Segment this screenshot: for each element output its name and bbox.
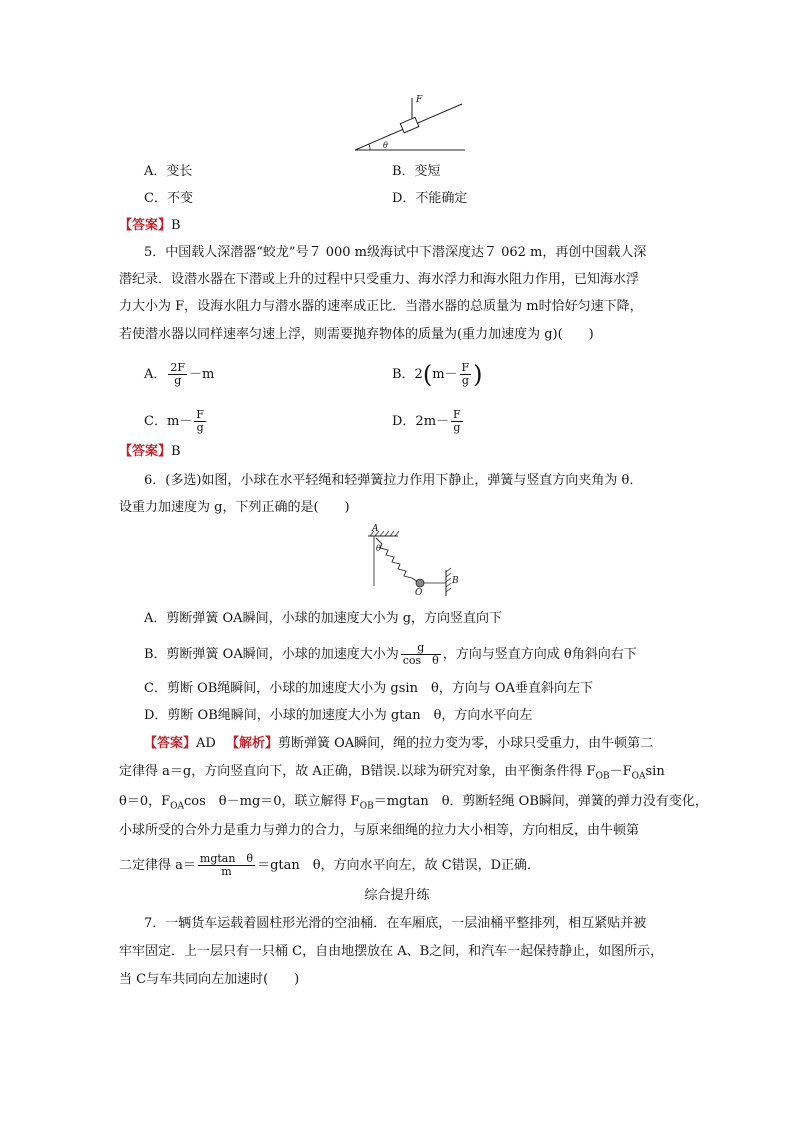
q7-line-1: 7．一辆货车运载着圆柱形光滑的空油桶．在车厢底，一层油桶平整排列，相互紧贴并被 — [144, 916, 647, 931]
q6-answer-line — [144, 734, 653, 754]
q4-option-a: A．变长 — [144, 164, 193, 179]
answer-tag: 【答案】 — [119, 444, 172, 459]
q5-option-c: C．m－ $\frac{F}{g}$ — [144, 408, 204, 434]
spring-coil — [376, 538, 418, 582]
q4-option-d: D．不能确定 — [392, 191, 468, 206]
ball — [416, 579, 424, 587]
q6-option-c: C．剪断 OB绳瞬间，小球的加速度大小为 gsin θ，方向与 OA垂直斜向左下 — [144, 681, 593, 696]
incline-figure — [350, 92, 470, 154]
analysis-tag: 【解析】 — [225, 736, 278, 751]
q6-analysis-line-4: 小球所受的合外力是重力与弹力的合力，与原来细绳的拉力大小相等，方向相反，由牛顿第 — [119, 823, 640, 838]
q5-line-1: 5．中国载人深潜器“蛟龙”号７ 000 m级海试中下潜深度达７ 062 m，再创中国载人深 — [144, 245, 647, 260]
analysis-text: 剪断弹簧 OA瞬间，绳的拉力变为零，小球只受重力，由牛顿第二 — [277, 736, 654, 751]
label-o: O — [415, 588, 423, 598]
q6-analysis-line-5: 二定律得 a＝ $\frac{\text{mgtan θ}}{m}$ ＝gtan θ，方向水平向左，故 C错误，D正确． — [119, 852, 541, 878]
incline-block — [400, 117, 419, 132]
answer-value: B — [171, 444, 181, 459]
q6-option-d: D．剪断 OB绳瞬间，小球的加速度大小为 gtan θ，方向水平向左 — [144, 708, 533, 723]
q6-option-b: B．剪断弹簧 OA瞬间，小球的加速度大小为 $\frac{g}{\text{cos θ}}$ ，方向与竖直方向成 θ角斜向右下 — [144, 641, 637, 667]
q5-option-a: A． $\frac{2F}{g}$ －m — [144, 361, 215, 387]
q5-option-d: D．2m－ $\frac{F}{g}$ — [392, 408, 461, 434]
q6-line-2: 设重力加速度为 g，下列正确的是( ) — [119, 500, 350, 515]
q5-line-4: 若使潜水器以同样速率匀速上浮，则需要抛弃物体的质量为(重力加速度为 g)( ) — [119, 327, 594, 342]
q5-line-2: 潜纪录．设潜水器在下潜或上升的过程中只受重力、海水浮力和海水阻力作用，已知海水浮 — [119, 272, 640, 287]
answer-value: B — [171, 218, 181, 233]
q6-option-a: A．剪断弹簧 OA瞬间，小球的加速度大小为 g，方向竖直向下 — [144, 611, 503, 626]
label-b: B — [452, 576, 459, 586]
answer-tag: 【答案】 — [119, 218, 172, 233]
q7-line-3: 当 C与车共同向左加速时( ) — [119, 972, 300, 987]
answer-tag: 【答案】 — [144, 736, 197, 751]
answer-value: AD — [196, 736, 216, 751]
q4-option-b: B．变短 — [392, 164, 441, 179]
q6-analysis-line-3: θ＝0，$F_{OA}\cos$ θ－mg＝0，联立解得 $F_{OB}=mgtan$ θ．剪断轻绳 OB瞬间，弹簧的弹力没有变化， — [119, 794, 708, 812]
force-label: F — [416, 95, 423, 105]
q4-answer — [119, 216, 181, 236]
label-theta: θ — [376, 544, 381, 553]
q4-option-c: C．不变 — [144, 191, 193, 206]
label-a: A — [372, 524, 379, 534]
section-title: 综合提升练 — [364, 888, 430, 903]
q7-line-2: 牢牢固定．上一层只有一只桶 C，自由地摆放在 A、B之间，和汽车一起保持静止，如图所示， — [119, 944, 664, 959]
q6-line-1: 6．(多选)如图，小球在水平轻绳和轻弹簧拉力作用下静止，弹簧与竖直方向夹角为 θ． — [144, 473, 643, 488]
angle-label: θ — [383, 141, 388, 150]
q5-answer — [119, 442, 181, 462]
q6-analysis-line-2: 定律得 a＝g，方向竖直向下，故 A正确，B错误.以球为研究对象，由平衡条件得 $F_{OB}-F_{OA}\sin$ — [119, 764, 665, 782]
q5-option-b: B．2(m－ $\frac{F}{g}$ ) — [392, 360, 483, 389]
q5-line-3: 力大小为 F，设海水阻力与潜水器的速率成正比．当潜水器的总质量为 m时恰好匀速下降， — [119, 299, 643, 314]
